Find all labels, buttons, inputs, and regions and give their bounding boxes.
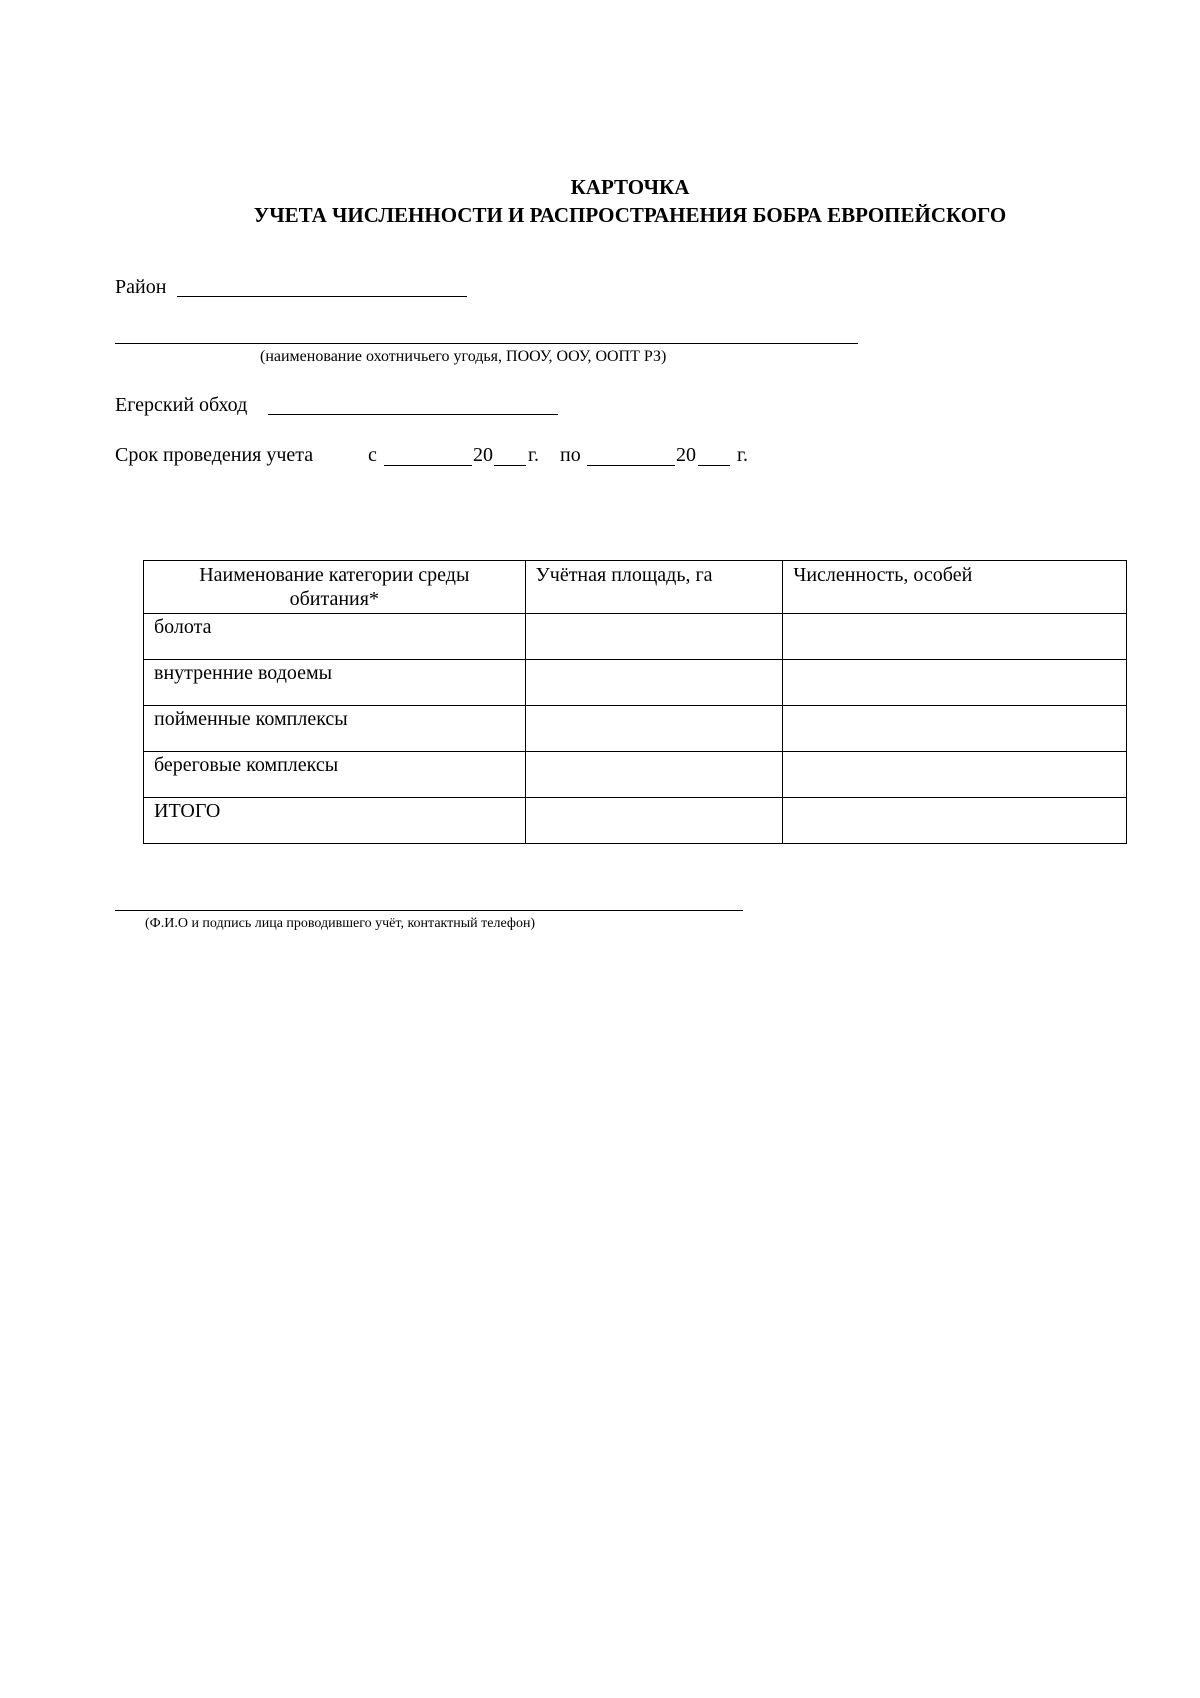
period-to-label: по bbox=[560, 444, 581, 466]
period-year2-suffix: г. bbox=[737, 444, 748, 466]
row-count-cell[interactable] bbox=[783, 660, 1127, 706]
district-label: Район bbox=[115, 276, 167, 298]
ranger-area-label: Егерский обход bbox=[115, 394, 248, 416]
row-area-cell[interactable] bbox=[525, 752, 783, 798]
period-label: Срок проведения учета bbox=[115, 444, 314, 466]
period-year2-prefix: 20 bbox=[676, 444, 696, 466]
header-count: Численность, особей bbox=[783, 561, 1127, 614]
ranger-area-field-line[interactable] bbox=[268, 414, 558, 415]
row-count-cell[interactable] bbox=[783, 706, 1127, 752]
period-from-date-line[interactable] bbox=[384, 465, 472, 466]
row-area-cell[interactable] bbox=[525, 614, 783, 660]
period-to-date-line[interactable] bbox=[587, 465, 675, 466]
row-category: внутренние водоемы bbox=[144, 660, 526, 706]
row-category: болота bbox=[144, 614, 526, 660]
period-from-label: с bbox=[368, 444, 377, 466]
period-year2-line[interactable] bbox=[698, 465, 730, 466]
row-category: ИТОГО bbox=[144, 798, 526, 844]
hunting-ground-caption: (наименование охотничьего угодья, ПООУ, ООУ, ООПТ РЗ) bbox=[260, 348, 667, 365]
row-area-cell[interactable] bbox=[525, 798, 783, 844]
row-area-cell[interactable] bbox=[525, 660, 783, 706]
table-row bbox=[144, 706, 1127, 752]
row-category: береговые комплексы bbox=[144, 752, 526, 798]
signature-line[interactable] bbox=[115, 910, 743, 911]
header-category: Наименование категории среды обитания* bbox=[144, 561, 526, 614]
period-year1-prefix: 20 bbox=[473, 444, 493, 466]
row-count-cell[interactable] bbox=[783, 614, 1127, 660]
period-year1-suffix: г. bbox=[528, 444, 539, 466]
row-count-cell[interactable] bbox=[783, 752, 1127, 798]
habitat-table bbox=[143, 560, 1127, 844]
signature-caption: (Ф.И.О и подпись лица проводившего учёт, контактный телефон) bbox=[145, 916, 536, 931]
table-row-total bbox=[144, 798, 1127, 844]
header-area: Учётная площадь, га bbox=[525, 561, 783, 614]
row-category: пойменные комплексы bbox=[144, 706, 526, 752]
hunting-ground-field-line[interactable] bbox=[115, 343, 858, 344]
district-field-line[interactable] bbox=[177, 296, 467, 297]
document-title-line2: УЧЕТА ЧИСЛЕННОСТИ И РАСПРОСТРАНЕНИЯ БОБРА ЕВРОПЕЙСКОГО bbox=[253, 203, 1007, 227]
period-year1-line[interactable] bbox=[494, 465, 526, 466]
document-title-line1: КАРТОЧКА bbox=[570, 175, 690, 199]
row-count-cell[interactable] bbox=[783, 798, 1127, 844]
table-header-row bbox=[144, 561, 1127, 614]
row-area-cell[interactable] bbox=[525, 706, 783, 752]
table-row bbox=[144, 660, 1127, 706]
table-row bbox=[144, 614, 1127, 660]
table-row bbox=[144, 752, 1127, 798]
